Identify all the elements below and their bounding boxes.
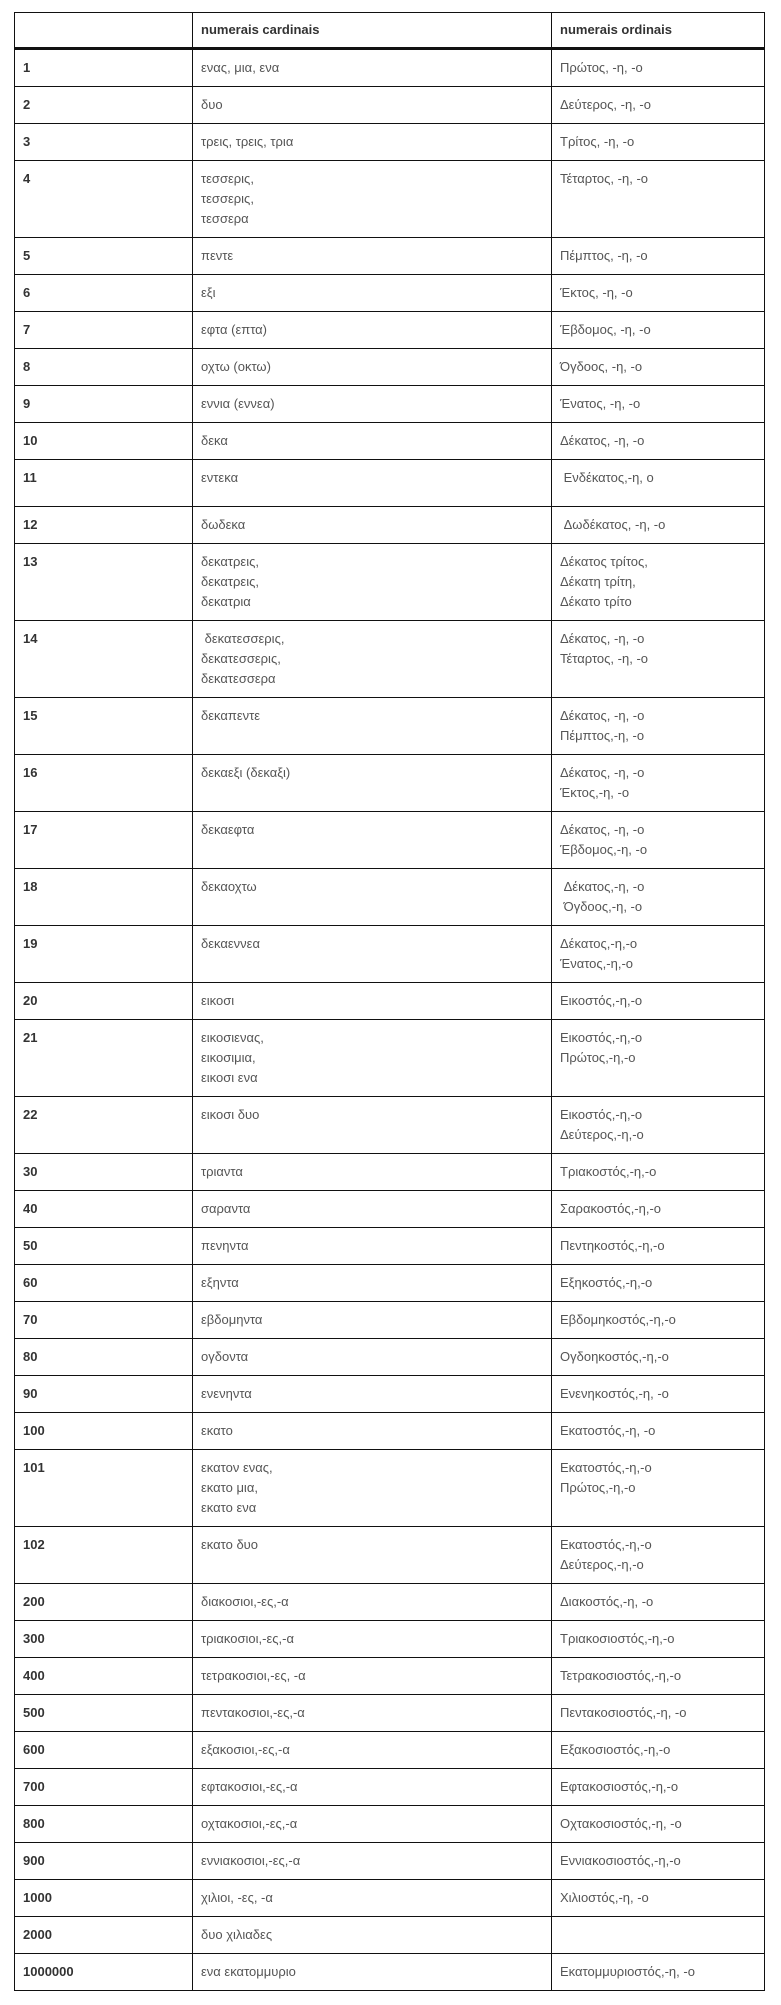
cardinal-line: εκατο μια, bbox=[201, 1480, 258, 1495]
ordinal-line: Χιλιοστός,-η, -ο bbox=[560, 1890, 649, 1905]
cardinal-cell bbox=[193, 386, 552, 423]
ordinal-line: Εννιακοσιοστός,-η,-ο bbox=[560, 1853, 681, 1868]
table-row bbox=[15, 1917, 765, 1954]
ordinal-line: Εικοστός,-η,-ο bbox=[560, 1030, 643, 1045]
cardinal-line: χιλιοι, -ες, -α bbox=[201, 1890, 273, 1905]
ordinal-line: Πεντακοσιοστός,-η, -ο bbox=[560, 1705, 687, 1720]
cardinal-cell bbox=[193, 1413, 552, 1450]
ordinal-line: Διακοστός,-η, -ο bbox=[560, 1594, 654, 1609]
number-cell: 101 bbox=[15, 1450, 193, 1527]
cardinal-line: εξι bbox=[201, 285, 216, 300]
cardinal-cell bbox=[193, 1880, 552, 1917]
table-header bbox=[15, 13, 765, 49]
number-cell: 16 bbox=[15, 755, 193, 812]
cardinal-line: δεκατεσσερα bbox=[201, 671, 276, 686]
number-cell: 11 bbox=[15, 460, 193, 507]
number-cell: 80 bbox=[15, 1339, 193, 1376]
ordinal-cell bbox=[552, 1806, 765, 1843]
cardinal-line: πεντακοσιοι,-ες,-α bbox=[201, 1705, 305, 1720]
number-cell: 300 bbox=[15, 1621, 193, 1658]
cardinal-line: εκατο bbox=[201, 1423, 233, 1438]
table-row bbox=[15, 1621, 765, 1658]
cardinal-cell bbox=[193, 238, 552, 275]
ordinal-line: Ένατος, -η, -ο bbox=[560, 396, 641, 411]
number-cell: 1 bbox=[15, 49, 193, 87]
table-row bbox=[15, 1191, 765, 1228]
table-row bbox=[15, 1880, 765, 1917]
cardinal-line: δυο bbox=[201, 97, 223, 112]
number-cell: 70 bbox=[15, 1302, 193, 1339]
ordinal-cell bbox=[552, 1154, 765, 1191]
ordinal-cell bbox=[552, 983, 765, 1020]
number-cell: 13 bbox=[15, 544, 193, 621]
number-cell: 8 bbox=[15, 349, 193, 386]
ordinal-line: Δέκατος,-η,-ο bbox=[560, 936, 638, 951]
cardinal-cell bbox=[193, 926, 552, 983]
ordinal-line: Τέταρτος, -η, -ο bbox=[560, 651, 648, 666]
cardinal-cell bbox=[193, 755, 552, 812]
number-cell: 10 bbox=[15, 423, 193, 460]
number-cell: 17 bbox=[15, 812, 193, 869]
ordinal-cell bbox=[552, 869, 765, 926]
cardinal-cell bbox=[193, 1154, 552, 1191]
header-cardinal: numerais cardinais bbox=[193, 13, 552, 49]
number-cell: 800 bbox=[15, 1806, 193, 1843]
ordinal-line: Δεύτερος,-η,-ο bbox=[560, 1557, 644, 1572]
cardinal-line: δεκαεφτα bbox=[201, 822, 255, 837]
numerals-table bbox=[14, 12, 765, 1991]
ordinal-line: Ενδέκατος,-η, ο bbox=[560, 470, 654, 485]
ordinal-cell bbox=[552, 1020, 765, 1097]
cardinal-line: δεκατεσσερις, bbox=[201, 631, 285, 646]
table-row bbox=[15, 238, 765, 275]
number-cell: 30 bbox=[15, 1154, 193, 1191]
cardinal-cell bbox=[193, 1302, 552, 1339]
ordinal-line: Όγδοος,-η, -ο bbox=[560, 899, 643, 914]
cardinal-line: τετρακοσιοι,-ες, -α bbox=[201, 1668, 306, 1683]
table-row bbox=[15, 275, 765, 312]
cardinal-cell bbox=[193, 869, 552, 926]
cardinal-line: δεκαπεντε bbox=[201, 708, 261, 723]
cardinal-cell bbox=[193, 1339, 552, 1376]
cardinal-line: εικοσι ενα bbox=[201, 1070, 258, 1085]
number-cell: 22 bbox=[15, 1097, 193, 1154]
cardinal-cell bbox=[193, 312, 552, 349]
cardinal-cell bbox=[193, 1450, 552, 1527]
cardinal-line: τριαντα bbox=[201, 1164, 243, 1179]
ordinal-cell bbox=[552, 349, 765, 386]
table-row bbox=[15, 1450, 765, 1527]
cardinal-cell bbox=[193, 423, 552, 460]
cardinal-line: δεκατρεις, bbox=[201, 554, 259, 569]
cardinal-line: εκατον ενας, bbox=[201, 1460, 273, 1475]
table-row bbox=[15, 1020, 765, 1097]
ordinal-cell bbox=[552, 275, 765, 312]
cardinal-line: δεκατρια bbox=[201, 594, 251, 609]
number-cell: 1000 bbox=[15, 1880, 193, 1917]
table-row bbox=[15, 1806, 765, 1843]
ordinal-line: Εφτακοσιοστός,-η,-ο bbox=[560, 1779, 679, 1794]
cardinal-cell bbox=[193, 1097, 552, 1154]
cardinal-cell bbox=[193, 1191, 552, 1228]
cardinal-cell bbox=[193, 1843, 552, 1880]
number-cell: 700 bbox=[15, 1769, 193, 1806]
cardinal-line: δεκατρεις, bbox=[201, 574, 259, 589]
ordinal-line: Όγδοος, -η, -ο bbox=[560, 359, 643, 374]
ordinal-line: Εκατομμυριοστός,-η, -ο bbox=[560, 1964, 695, 1979]
table-row bbox=[15, 1265, 765, 1302]
table-row bbox=[15, 983, 765, 1020]
header-number bbox=[15, 13, 193, 49]
ordinal-line: Ογδοηκοστός,-η,-ο bbox=[560, 1349, 669, 1364]
cardinal-line: εκατο ενα bbox=[201, 1500, 257, 1515]
number-cell: 14 bbox=[15, 621, 193, 698]
cardinal-cell bbox=[193, 507, 552, 544]
cardinal-line: εφτακοσιοι,-ες,-α bbox=[201, 1779, 298, 1794]
number-cell: 600 bbox=[15, 1732, 193, 1769]
cardinal-line: δωδεκα bbox=[201, 517, 246, 532]
cardinal-cell bbox=[193, 1228, 552, 1265]
ordinal-line: Δωδέκατος, -η, -ο bbox=[560, 517, 666, 532]
ordinal-line: Δεύτερος,-η,-ο bbox=[560, 1127, 644, 1142]
ordinal-line: Σαρακοστός,-η,-ο bbox=[560, 1201, 662, 1216]
cardinal-cell bbox=[193, 1732, 552, 1769]
cardinal-line: δεκα bbox=[201, 433, 228, 448]
number-cell: 100 bbox=[15, 1413, 193, 1450]
ordinal-line: Πεντηκοστός,-η,-ο bbox=[560, 1238, 665, 1253]
cardinal-line: εικοσι δυο bbox=[201, 1107, 260, 1122]
number-cell: 40 bbox=[15, 1191, 193, 1228]
ordinal-cell bbox=[552, 926, 765, 983]
ordinal-line: Εβδομηκοστός,-η,-ο bbox=[560, 1312, 676, 1327]
header-row bbox=[15, 13, 765, 49]
table-row bbox=[15, 926, 765, 983]
ordinal-cell bbox=[552, 124, 765, 161]
cardinal-line: εννιακοσιοι,-ες,-α bbox=[201, 1853, 301, 1868]
ordinal-line: Ενενηκοστός,-η, -ο bbox=[560, 1386, 669, 1401]
ordinal-line: Εικοστός,-η,-ο bbox=[560, 993, 643, 1008]
number-cell: 7 bbox=[15, 312, 193, 349]
cardinal-line: δεκαοχτω bbox=[201, 879, 257, 894]
table-row bbox=[15, 349, 765, 386]
ordinal-cell bbox=[552, 812, 765, 869]
number-cell: 102 bbox=[15, 1527, 193, 1584]
ordinal-cell bbox=[552, 507, 765, 544]
table-row bbox=[15, 124, 765, 161]
ordinal-line: Ένατος,-η,-ο bbox=[560, 956, 633, 971]
table-row bbox=[15, 87, 765, 124]
cardinal-cell bbox=[193, 812, 552, 869]
cardinal-line: εντεκα bbox=[201, 470, 239, 485]
ordinal-line: Δέκατος, -η, -ο bbox=[560, 765, 645, 780]
ordinal-line: Έβδομος, -η, -ο bbox=[560, 322, 651, 337]
ordinal-line: Πέμπτος, -η, -ο bbox=[560, 248, 648, 263]
cardinal-cell bbox=[193, 1527, 552, 1584]
table-row bbox=[15, 1228, 765, 1265]
ordinal-cell bbox=[552, 1413, 765, 1450]
cardinal-cell bbox=[193, 1769, 552, 1806]
cardinal-line: πεντε bbox=[201, 248, 234, 263]
ordinal-line: Δέκατος τρίτος, bbox=[560, 554, 648, 569]
ordinal-cell bbox=[552, 1228, 765, 1265]
ordinal-line: Εξακοσιοστός,-η,-ο bbox=[560, 1742, 671, 1757]
number-cell: 20 bbox=[15, 983, 193, 1020]
cardinal-cell bbox=[193, 983, 552, 1020]
ordinal-cell bbox=[552, 49, 765, 87]
cardinal-cell bbox=[193, 124, 552, 161]
cardinal-line: τεσσερα bbox=[201, 211, 249, 226]
ordinal-cell bbox=[552, 755, 765, 812]
ordinal-cell bbox=[552, 1191, 765, 1228]
table-row bbox=[15, 755, 765, 812]
cardinal-line: δεκαεξι (δεκαξι) bbox=[201, 765, 291, 780]
ordinal-cell bbox=[552, 1732, 765, 1769]
table-row bbox=[15, 1413, 765, 1450]
ordinal-line: Δέκατο τρίτο bbox=[560, 594, 632, 609]
cardinal-cell bbox=[193, 1695, 552, 1732]
ordinal-line: Δέκατος, -η, -ο bbox=[560, 631, 645, 646]
number-cell: 21 bbox=[15, 1020, 193, 1097]
cardinal-cell bbox=[193, 349, 552, 386]
cardinal-line: διακοσιοι,-ες,-α bbox=[201, 1594, 289, 1609]
number-cell: 6 bbox=[15, 275, 193, 312]
ordinal-line: Έβδομος,-η, -ο bbox=[560, 842, 648, 857]
table-row bbox=[15, 386, 765, 423]
table-row bbox=[15, 1097, 765, 1154]
cardinal-cell bbox=[193, 1265, 552, 1302]
cardinal-line: εξηντα bbox=[201, 1275, 239, 1290]
table-row bbox=[15, 1769, 765, 1806]
table-row bbox=[15, 1695, 765, 1732]
ordinal-cell bbox=[552, 460, 765, 507]
number-cell: 2 bbox=[15, 87, 193, 124]
ordinal-cell bbox=[552, 1769, 765, 1806]
ordinal-line: Εκατοστός,-η,-ο bbox=[560, 1537, 652, 1552]
table-row bbox=[15, 1658, 765, 1695]
ordinal-line: Έκτος,-η, -ο bbox=[560, 785, 630, 800]
ordinal-line: Τετρακοσιοστός,-η,-ο bbox=[560, 1668, 682, 1683]
table-row bbox=[15, 812, 765, 869]
ordinal-cell bbox=[552, 544, 765, 621]
table-row bbox=[15, 1376, 765, 1413]
number-cell: 400 bbox=[15, 1658, 193, 1695]
number-cell: 500 bbox=[15, 1695, 193, 1732]
ordinal-line: Εκατοστός,-η,-ο bbox=[560, 1460, 652, 1475]
number-cell: 9 bbox=[15, 386, 193, 423]
cardinal-line: εβδομηντα bbox=[201, 1312, 263, 1327]
ordinal-line: Εξηκοστός,-η,-ο bbox=[560, 1275, 653, 1290]
table-row bbox=[15, 1954, 765, 1991]
table-row bbox=[15, 460, 765, 507]
table-row bbox=[15, 1843, 765, 1880]
cardinal-line: ενενηντα bbox=[201, 1386, 252, 1401]
ordinal-line: Δέκατος,-η, -ο bbox=[560, 879, 645, 894]
cardinal-line: εικοσι bbox=[201, 993, 235, 1008]
cardinal-line: τεσσερις, bbox=[201, 171, 254, 186]
cardinal-line: οχτω (οκτω) bbox=[201, 359, 271, 374]
ordinal-line: Πρώτος,-η,-ο bbox=[560, 1050, 636, 1065]
ordinal-cell bbox=[552, 1621, 765, 1658]
cardinal-cell bbox=[193, 275, 552, 312]
cardinal-line: εικοσιενας, bbox=[201, 1030, 264, 1045]
cardinal-cell bbox=[193, 698, 552, 755]
cardinal-cell bbox=[193, 1621, 552, 1658]
number-cell: 4 bbox=[15, 161, 193, 238]
cardinal-cell bbox=[193, 1584, 552, 1621]
cardinal-line: πενηντα bbox=[201, 1238, 249, 1253]
ordinal-cell bbox=[552, 1450, 765, 1527]
cardinal-line: τρεις, τρεις, τρια bbox=[201, 134, 294, 149]
table-row bbox=[15, 423, 765, 460]
number-cell: 60 bbox=[15, 1265, 193, 1302]
ordinal-line: Πρώτος, -η, -ο bbox=[560, 60, 643, 75]
number-cell: 19 bbox=[15, 926, 193, 983]
table-row bbox=[15, 1339, 765, 1376]
cardinal-cell bbox=[193, 1954, 552, 1991]
number-cell: 5 bbox=[15, 238, 193, 275]
ordinal-cell bbox=[552, 698, 765, 755]
table-row bbox=[15, 1527, 765, 1584]
cardinal-cell bbox=[193, 49, 552, 87]
table-row bbox=[15, 621, 765, 698]
cardinal-line: σαραντα bbox=[201, 1201, 251, 1216]
cardinal-cell bbox=[193, 460, 552, 507]
number-cell: 15 bbox=[15, 698, 193, 755]
ordinal-cell bbox=[552, 1265, 765, 1302]
ordinal-line: Δέκατος, -η, -ο bbox=[560, 822, 645, 837]
ordinal-cell bbox=[552, 1695, 765, 1732]
cardinal-cell bbox=[193, 1020, 552, 1097]
ordinal-line: Πέμπτος,-η, -ο bbox=[560, 728, 645, 743]
number-cell: 3 bbox=[15, 124, 193, 161]
ordinal-cell bbox=[552, 1880, 765, 1917]
table-row bbox=[15, 161, 765, 238]
number-cell: 18 bbox=[15, 869, 193, 926]
table-row bbox=[15, 49, 765, 87]
table-row bbox=[15, 1302, 765, 1339]
cardinal-cell bbox=[193, 87, 552, 124]
ordinal-cell bbox=[552, 1097, 765, 1154]
cardinal-line: ενα εκατομμυριο bbox=[201, 1964, 296, 1979]
ordinal-cell bbox=[552, 238, 765, 275]
cardinal-line: εννια (εννεα) bbox=[201, 396, 275, 411]
ordinal-cell bbox=[552, 1302, 765, 1339]
table-row bbox=[15, 507, 765, 544]
number-cell: 200 bbox=[15, 1584, 193, 1621]
ordinal-line: Τριακοσιοστός,-η,-ο bbox=[560, 1631, 675, 1646]
table-row bbox=[15, 1154, 765, 1191]
cardinal-cell bbox=[193, 544, 552, 621]
ordinal-line: Τρίτος, -η, -ο bbox=[560, 134, 635, 149]
ordinal-line: Εκατοστός,-η, -ο bbox=[560, 1423, 656, 1438]
table-row bbox=[15, 544, 765, 621]
cardinal-line: δεκατεσσερις, bbox=[201, 651, 281, 666]
cardinal-line: οχτακοσιοι,-ες,-α bbox=[201, 1816, 298, 1831]
cardinal-line: τριακοσιοι,-ες,-α bbox=[201, 1631, 294, 1646]
table-row bbox=[15, 869, 765, 926]
ordinal-cell bbox=[552, 87, 765, 124]
table-body bbox=[15, 49, 765, 1991]
table-row bbox=[15, 1584, 765, 1621]
cardinal-line: εκατο δυο bbox=[201, 1537, 259, 1552]
ordinal-cell bbox=[552, 312, 765, 349]
ordinal-line: Πρώτος,-η,-ο bbox=[560, 1480, 636, 1495]
cardinal-cell bbox=[193, 621, 552, 698]
ordinal-line: Δεύτερος, -η, -ο bbox=[560, 97, 651, 112]
number-cell: 2000 bbox=[15, 1917, 193, 1954]
ordinal-cell bbox=[552, 1954, 765, 1991]
ordinal-cell bbox=[552, 161, 765, 238]
ordinal-cell bbox=[552, 1658, 765, 1695]
number-cell: 900 bbox=[15, 1843, 193, 1880]
header-ordinal: numerais ordinais bbox=[552, 13, 765, 49]
cardinal-line: εξακοσιοι,-ες,-α bbox=[201, 1742, 290, 1757]
number-cell: 1000000 bbox=[15, 1954, 193, 1991]
cardinal-cell bbox=[193, 1806, 552, 1843]
ordinal-cell bbox=[552, 1339, 765, 1376]
ordinal-line: Τέταρτος, -η, -ο bbox=[560, 171, 648, 186]
ordinal-line: Δέκατος, -η, -ο bbox=[560, 708, 645, 723]
number-cell: 12 bbox=[15, 507, 193, 544]
cardinal-line: εφτα (επτα) bbox=[201, 322, 268, 337]
table-row bbox=[15, 312, 765, 349]
ordinal-cell bbox=[552, 1843, 765, 1880]
cardinal-line: ενας, μια, ενα bbox=[201, 60, 280, 75]
cardinal-cell bbox=[193, 1917, 552, 1954]
ordinal-line: Δέκατος, -η, -ο bbox=[560, 433, 645, 448]
cardinal-line: δυο χιλιαδες bbox=[201, 1927, 273, 1942]
cardinal-cell bbox=[193, 161, 552, 238]
ordinal-line: Οχτακοσιοστός,-η, -ο bbox=[560, 1816, 682, 1831]
ordinal-cell bbox=[552, 1376, 765, 1413]
ordinal-line: Εικοστός,-η,-ο bbox=[560, 1107, 643, 1122]
table-row bbox=[15, 698, 765, 755]
ordinal-line: Τριακοστός,-η,-ο bbox=[560, 1164, 657, 1179]
number-cell: 90 bbox=[15, 1376, 193, 1413]
cardinal-line: ογδοντα bbox=[201, 1349, 249, 1364]
ordinal-line: Δέκατη τρίτη, bbox=[560, 574, 636, 589]
ordinal-cell bbox=[552, 386, 765, 423]
ordinal-cell bbox=[552, 1527, 765, 1584]
cardinal-line: εικοσιμια, bbox=[201, 1050, 256, 1065]
cardinal-cell bbox=[193, 1658, 552, 1695]
ordinal-cell bbox=[552, 621, 765, 698]
ordinal-line: Έκτος, -η, -ο bbox=[560, 285, 633, 300]
ordinal-cell bbox=[552, 1917, 765, 1954]
ordinal-cell bbox=[552, 1584, 765, 1621]
cardinal-line: τεσσερις, bbox=[201, 191, 254, 206]
cardinal-line: δεκαεννεα bbox=[201, 936, 260, 951]
table-row bbox=[15, 1732, 765, 1769]
number-cell: 50 bbox=[15, 1228, 193, 1265]
cardinal-cell bbox=[193, 1376, 552, 1413]
ordinal-cell bbox=[552, 423, 765, 460]
